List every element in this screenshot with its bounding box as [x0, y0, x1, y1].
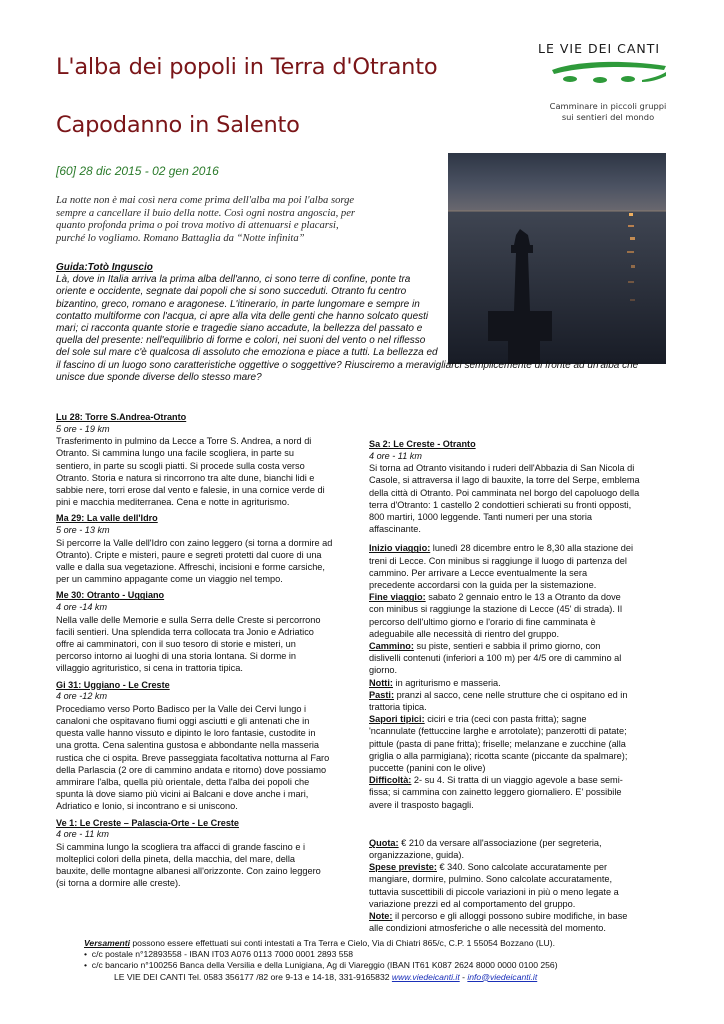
day-ve-1	[56, 818, 366, 890]
info-text: trattoria tipica.	[369, 702, 427, 713]
postal-account: c/c postale n°12893558 - IBAN IT03 A076 0113 7000 0001 2893 558	[91, 949, 354, 960]
day-text-line: Adriatico e Ionio, si incontrano e si uniscono.	[56, 801, 238, 812]
day-text-line: ammirare l'alba, quella più orientale, detta l'alba dei popoli che	[56, 777, 310, 788]
day-text-line: molteplici colori della pineta, della macchia, del mare, della	[56, 854, 295, 865]
itinerary-right-column	[369, 439, 705, 935]
cost-text: tuttavia suscettibili di piccole variazioni in più o meno legate a	[369, 886, 619, 897]
bullet-icon: •	[84, 960, 92, 971]
logo-mark-icon	[548, 58, 670, 88]
intro-line: contatto multiforme con l'acqua, ci apre alla vita delle genti che hanno solcato questi	[56, 310, 429, 322]
quote-line: purché lo vogliamo. Romano Battaglia da “Notte infinita”	[56, 232, 305, 244]
day-title: Ma 29: La valle dell'Idro	[56, 513, 158, 524]
day-text-line: offre ai camminatori, con il suo tesoro di storie e misteri, un	[56, 639, 296, 649]
day-text-line: Si percorre la Valle dell'Idro con zaino leggero (si torna a dormire ad	[56, 537, 333, 548]
cost-text: mangiare, dormire, pulmino. Sono calcolate accuratamente,	[369, 874, 613, 885]
day-text-line: bauxite, delle montagne albanesi all'orizzonte. Con zaino leggero	[56, 866, 321, 877]
info-label: Cammino:	[369, 641, 414, 652]
title-main: L'alba dei popoli in Terra d'Otranto	[56, 54, 438, 80]
info-text: 2- su 4. Si tratta di un viaggio agevole a base semi-	[411, 775, 623, 786]
intro-line: Là, dove in Italia arriva la prima alba dell'anno, ci sono terre di confine, ponte tra	[56, 274, 411, 286]
day-text-line: sentiero, in parte su scogli piatti. Si procede sulla costa verso	[56, 460, 305, 471]
info-text: sabato 2 gennaio entro le 13 a Otranto da dove	[425, 592, 621, 603]
info-label: Sapori tipici:	[369, 714, 425, 725]
intro-line: bizantino, greco, romano e aragonese. L'itinerario, in parte lungomare e sempre in	[56, 298, 420, 310]
intro-line: unisce due sponde diverse dello stesso mare?	[56, 371, 262, 383]
quote-line: La notte non è mai così nera come prima dell'alba ma poi l'alba sorge	[56, 195, 355, 206]
logo-tagline-1: Camminare in piccoli gruppi	[549, 101, 667, 111]
day-text-line: questa valle hanno vissuto e dipinto le loro fantasie, custodite in	[56, 728, 316, 739]
cost-text: € 210 da versare all'associazione (per segreteria,	[398, 837, 602, 848]
cost-text: il percorso e gli alloggi possono subire modifiche, in base	[392, 911, 628, 922]
day-text-line: facili sentieri. Una splendida terra collocata tra Jonio e Adriatico	[56, 626, 314, 637]
cost-label: Quota:	[369, 837, 399, 848]
day-text-line: sabbie nere, torri erose dal vento e falesie, in una cornice verde di	[56, 485, 325, 495]
info-text: cammino. Per arrivare a Lecce eventualmente la sera	[369, 567, 588, 578]
info-text: pranzi al sacco, cene nelle strutture che ci ospitano ed in	[394, 689, 628, 700]
trip-info	[369, 542, 705, 810]
info-text: giorno.	[369, 665, 398, 676]
day-ma-29	[56, 513, 366, 585]
day-me-30	[56, 590, 366, 674]
quote-line: sempre a cancellare il buio della notte. Così ogni nostra angoscia, per	[56, 207, 356, 219]
cost-label: Note:	[369, 911, 393, 922]
day-text-line: Casole, si attraversa il lago di bauxite, la torre del Serpe, emblema	[369, 475, 640, 486]
day-text-line: una grotta. Cena salentina gustosa e abbondante nella masseria	[56, 740, 320, 751]
intro-line: mari; ci racconta quante storie e tragedie siano accadute, la bellezza del passato e	[56, 323, 423, 335]
info-text: precedente accordarsi con la guida per la sistemazione.	[369, 580, 597, 591]
title-secondary: Capodanno in Salento	[56, 112, 300, 138]
info-label: Difficoltà:	[369, 775, 412, 786]
day-lu-28	[56, 412, 366, 508]
bullet-icon: •	[84, 949, 92, 960]
info-text: su piste, sentieri e sabbia il primo giorno, con	[413, 641, 601, 652]
cost-text: alle condizioni atmosferiche o alle necessità del momento.	[369, 923, 606, 934]
day-text-line: Nella valle delle Memorie e sulla Serra delle Creste si percorrono	[56, 614, 321, 625]
day-title: Ve 1: Le Creste – Palascia-Orte - Le Creste	[56, 817, 239, 828]
info-text: adeguabile alle necessità di rientro del gruppo.	[369, 628, 560, 639]
day-text-line: valle e dalla sua vegetazione. Affreschi, incisioni e forme carsiche,	[56, 562, 325, 572]
day-text-line: pini e macchia mediterranea. Cena e notte in agriturismo.	[56, 497, 290, 508]
info-text: percorso dell'ultimo giorno e l'orario di fine camminata è	[369, 616, 596, 627]
separator: -	[459, 971, 468, 982]
footer	[84, 938, 714, 983]
intro-line: oriente e occidente, segnate dai popoli che si sono succeduti. Otranto fu centro	[56, 286, 407, 298]
day-text-line: spunta là dove siamo più vicini ai Balcani e dove anche i mari,	[56, 789, 309, 800]
logo-name: LE VIE DEI CANTI	[538, 41, 661, 56]
versamenti-text: possono essere effettuati sui conti intestati a Tra Terra e Cielo, Via di Chiatri 865/c, C.P. 1 55054 Bozzano (LU).	[130, 938, 556, 948]
trip-dates: [60] 28 dic 2015 - 02 gen 2016	[56, 164, 219, 178]
intro-line: del sole sul mare c'è qualcosa di assoluto che emoziona e piace a tutti. La bellezza ed	[56, 347, 438, 359]
info-text: lunedì 28 dicembre entro le 8,30 alla stazione dei	[430, 543, 634, 554]
info-label: Pasti:	[369, 689, 395, 700]
trip-costs	[369, 837, 705, 935]
day-text-line: per un cammino appagante come un viaggio nel tempo.	[56, 574, 283, 585]
day-duration: 5 ore - 19 km	[56, 423, 110, 434]
day-text-line: Otranto. Storia e natura si rincorrono tra alte dune, bianchi lidi e	[56, 472, 315, 483]
info-text: pittule (pasta di pane fritta); friselle; melanzane e zucchine (alla	[369, 738, 626, 749]
day-sa-2	[369, 439, 705, 535]
day-title: Lu 28: Torre S.Andrea-Otranto	[56, 412, 187, 422]
intro-line: il fascino di un luogo sono caratteristiche oggettive o soggettive? Riusciremo a meravigliarci semplicemente di fronte ad un'alba che	[56, 359, 639, 371]
versamenti-label: Versamenti	[84, 938, 131, 948]
bank-account: c/c bancario n°100256 Banca della Versilia e della Lunigiana, Ag di Viareggio (IBAN IT61 K087 2624 8000 0000 0100 256)	[91, 960, 558, 971]
day-text-line: Trasferimento in pulmino da Lecce a Torre S. Andrea, a nord di	[56, 436, 312, 447]
day-duration: 5 ore - 13 km	[56, 525, 110, 535]
info-text: treni di Lecce. Con minibus si raggiunge il luogo di partenza del	[369, 555, 627, 566]
day-text-line: Procediamo verso Porto Badisco per la Valle dei Cervi lungo i	[56, 703, 307, 714]
day-title: Me 30: Otranto - Uggiano	[56, 590, 165, 601]
day-text-line: canaloni che ospitavano fiumi oggi asciutti e gli antenati che in	[56, 716, 310, 726]
day-text-line: Si cammina lungo la scogliera tra affacci di grande fascino e i	[56, 841, 306, 852]
day-text-line: Si torna ad Otranto visitando i ruderi dell'Abbazia di San Nicola di	[369, 463, 635, 474]
info-text: 'ncannulate (fettuccine larghe e arrotolate); panzerotti di patate;	[369, 726, 627, 737]
day-text-line: terra d'Otranto: 1 castello 2 condottieri schierati su fronti opposti,	[369, 499, 632, 510]
day-text-line: Otranto. Si cammina lungo una facile scogliera, in parte su	[56, 448, 294, 459]
email-link[interactable]: info@viedeicanti.it	[467, 971, 538, 982]
info-text: griglia o alla parmigiana); ricotta scante (piccante da spalmare);	[369, 750, 628, 761]
day-duration: 4 ore -14 km	[56, 602, 108, 612]
day-duration: 4 ore - 11 km	[369, 450, 422, 461]
info-text: avere il trasposto bagagli.	[369, 799, 474, 810]
day-text-line: percorso intorno ai luoghi di una storia lontana. Si dorme in	[56, 651, 297, 662]
cost-text: € 340. Sono calcolate accuratamente per	[436, 862, 607, 873]
day-text-line: della Parlascia (2 ore di cammino andata e ritorno) dove possiamo	[56, 764, 327, 775]
day-text-line: Otranto). Cripte e misteri, paure e segreti protetti dal cuore di una	[56, 549, 322, 560]
day-text-line: villaggio agrituristico, si cena in trattoria tipica.	[56, 663, 243, 674]
contact-info: LE VIE DEI CANTI Tel. 0583 356177 /82 ore 9-13 e 14-18, 331-9165832	[114, 971, 392, 982]
day-title: Sa 2: Le Creste - Otranto	[369, 439, 476, 449]
cost-text: variazione prezzi ed al comportamento del gruppo.	[369, 898, 576, 909]
itinerary-left-column	[56, 412, 366, 890]
day-title: Gi 31: Uggiano - Le Creste	[56, 679, 170, 690]
day-text-line: della città di Otranto. Poi camminata nel borgo del capoluogo della	[369, 487, 640, 498]
info-label: Inizio viaggio:	[369, 543, 431, 554]
info-text: ciciri e tria (ceci con pasta fritta); sagne	[424, 714, 587, 725]
day-gi-31	[56, 680, 366, 813]
guide-name: Guida:Totò Inguscio	[56, 262, 153, 273]
info-label: Fine viaggio:	[369, 592, 426, 603]
info-text: dislivelli contenuti (inferiori a 100 m) per 4/5 ore di cammino al	[369, 653, 622, 664]
info-text: con minibus si raggiunge la stazione di Lecce (45' di strada). Il	[369, 604, 623, 615]
day-text-line: rustica che ci ospita. Breve passeggiata facoltativa notturna al Faro	[56, 752, 330, 763]
info-text: puccette (panini con le olive)	[369, 763, 486, 774]
quote-line: quanto profonda prima o poi trova motivo di attenuarsi e placarsi,	[56, 220, 339, 232]
day-text-line: (si torna a dormire alle creste).	[56, 878, 181, 889]
day-duration: 4 ore -12 km	[56, 691, 108, 702]
info-label: Notti:	[369, 677, 393, 688]
cost-text: organizzazione, guida).	[369, 850, 464, 861]
info-text: fissa; si cammina con zainetto leggero giornaliero. E' possibile	[369, 787, 622, 798]
website-link[interactable]: www.viedeicanti.it	[391, 971, 460, 982]
day-text-line: affascinante.	[369, 524, 421, 535]
info-text: in agriturismo e masseria.	[392, 677, 501, 688]
day-text-line: 800 martiri, 1000 leggende. Tanti numeri per una storia	[369, 512, 593, 522]
logo-tagline-2: sui sentieri del mondo	[561, 112, 655, 122]
cost-label: Spese previste:	[369, 862, 437, 873]
intro-line: quella del presente: nell'equilibrio di forme e colori, nei suoni del vento o nel riflesso	[56, 335, 426, 347]
day-duration: 4 ore - 11 km	[56, 829, 109, 840]
